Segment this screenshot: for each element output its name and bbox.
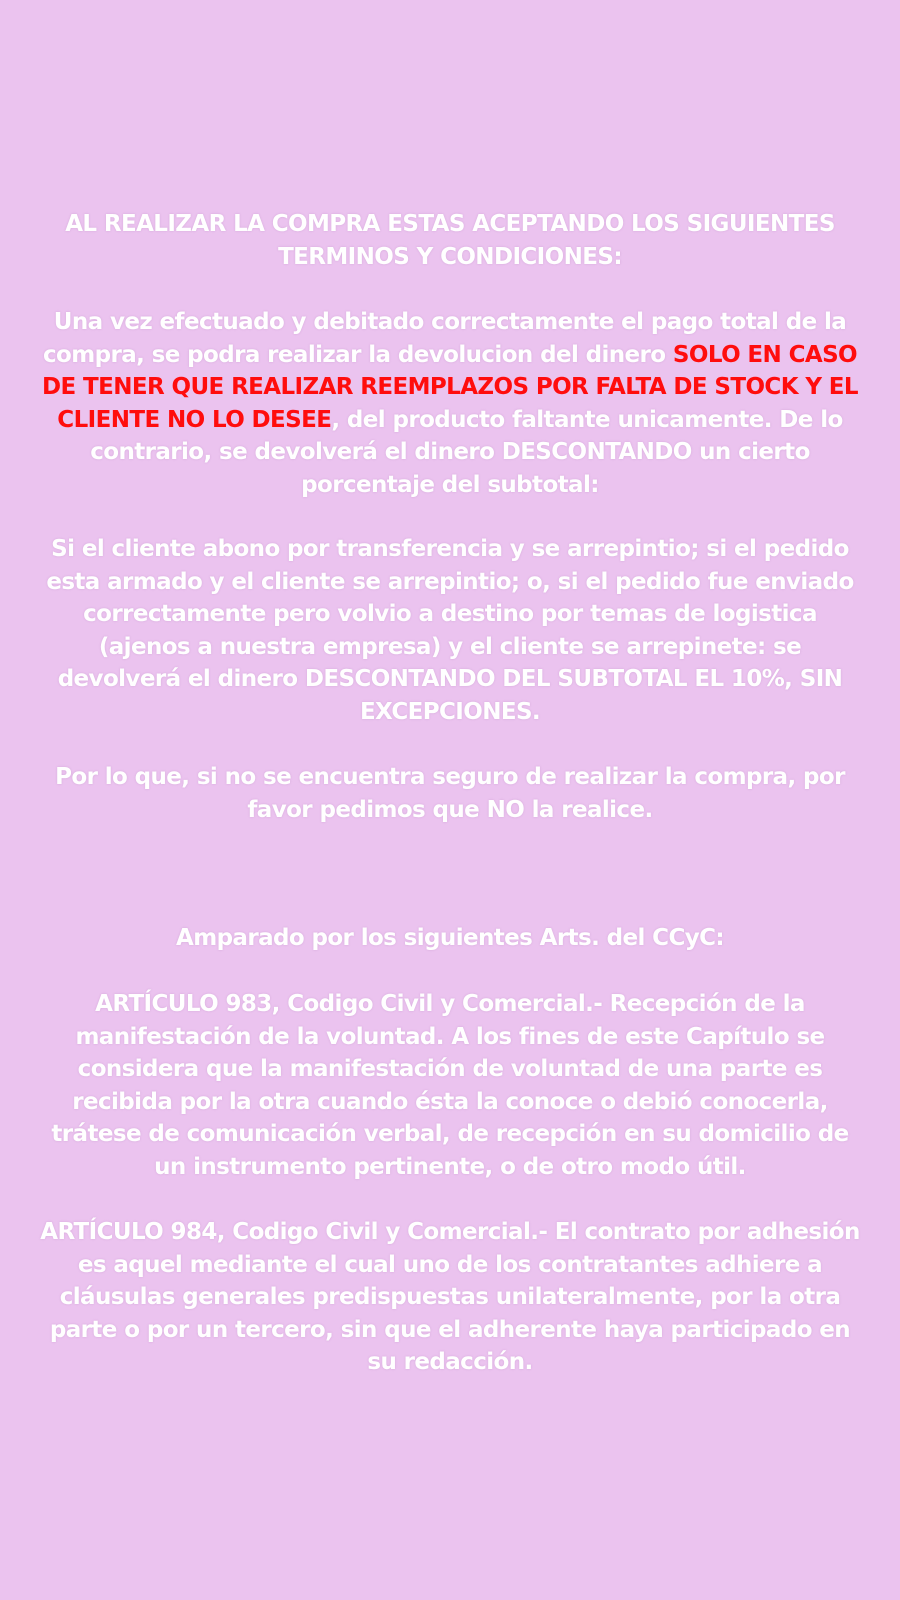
refund-conditions-paragraph [40,306,860,501]
refund-conditions-highlight: SOLO EN CASO DE TENER QUE REALIZAR REEMPLAZOS POR FALTA DE STOCK Y EL CLIENTE NO LO DESEE [42,341,858,433]
article-983-paragraph: ARTÍCULO 983, Codigo Civil y Comercial.- Recepción de la manifestación de la voluntad. A los fines de este Capítulo se considera que la manifestación de voluntad de una parte es recibida por la otra cuando ésta la conoce o debió conocerla, trátese de comunicación verbal, de recepción en su domicilio de un instrumento pertinente, o de otro modo útil. [51,991,849,1180]
terms-heading: AL REALIZAR LA COMPRA ESTAS ACEPTANDO LOS SIGUIENTES TERMINOS Y CONDICIONES: [65,211,835,270]
discount-policy-paragraph: Si el cliente abono por transferencia y se arrepintio; si el pedido esta armado y el cliente se arrepintio; o, si el pedido fue enviado correctamente pero volvio a destino por temas de logistica (ajenos a nuestra empresa) y el cliente se arrepinete: se devolverá el dinero DESCONTANDO DEL SUBTOTAL EL 10%, SIN EXCEPCIONES. [46,536,854,725]
purchase-warning-paragraph: Por lo que, si no se encuentra seguro de realizar la compra, por favor pedimos que NO la realice. [55,764,845,823]
article-984-paragraph: ARTÍCULO 984, Codigo Civil y Comercial.- El contrato por adhesión es aquel mediante el cual uno de los contratantes adhiere a cláusulas generales predispuestas unilateralmente, por la otra parte o por un tercero, sin que el adherente haya participado en su redacción. [40,1219,860,1375]
legal-basis-heading: Amparado por los siguientes Arts. del CCyC: [176,925,724,951]
refund-conditions-intro: Una vez efectuado y debitado correctamente el pago total de la compra, se podra realizar la devolucion del dinero [43,309,847,368]
refund-conditions-rest: , del producto faltante unicamente. De lo contrario, se devolverá el dinero DESCONTANDO un cierto porcentaje del subtotal: [90,406,843,498]
